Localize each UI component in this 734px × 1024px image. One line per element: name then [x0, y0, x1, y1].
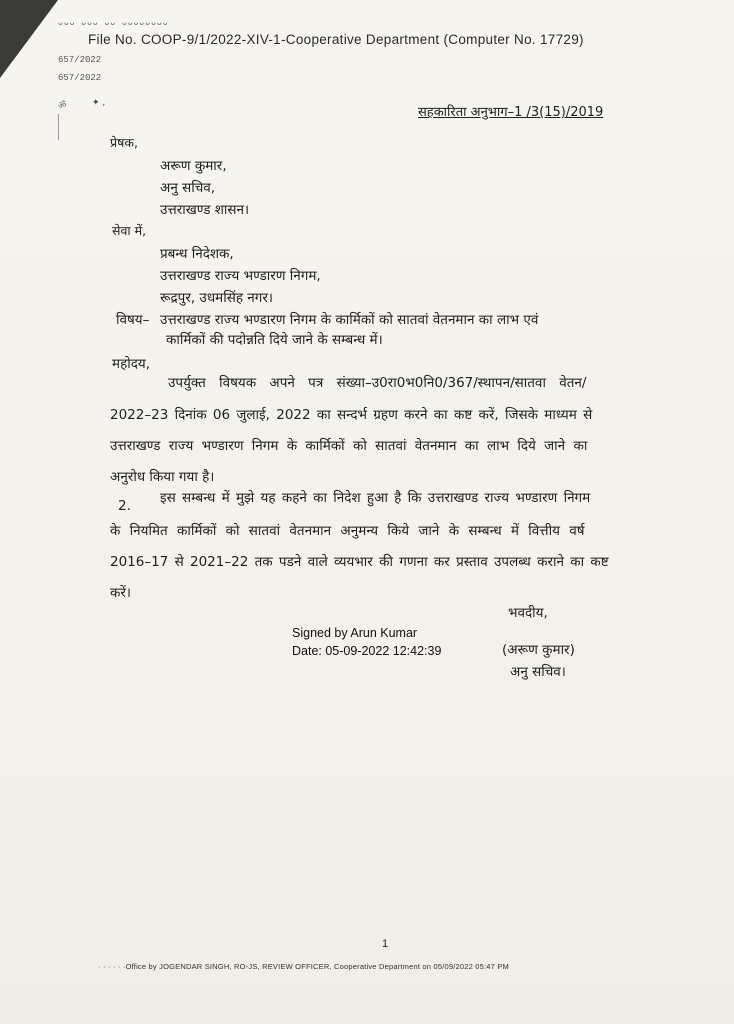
para2-line-1: इस सम्बन्ध में मुझे यह कहने का निदेश हुआ है कि उत्तराखण्ड राज्य भण्डारण निगम [160, 490, 591, 506]
recipient-title: प्रबन्ध निदेशक, [160, 246, 234, 262]
sender-designation: अनु सचिव, [160, 180, 216, 196]
para1-line-2: 2022–23 दिनांक 06 जुलाई, 2022 का सन्दर्भ ग्रहण करने का कष्ट करें, जिसके माध्यम से [110, 407, 593, 423]
signatory-designation: अनु सचिव। [510, 664, 566, 680]
page-number: 1 [382, 938, 389, 950]
para2-line-2: के नियमित कार्मिकों को सातवां वेतनमान अनुमन्य किये जाने के सम्बन्ध में वित्तीय वर्ष [110, 523, 585, 539]
sender-office: उत्तराखण्ड शासन। [160, 202, 250, 218]
margin-ref-b: 657/2022 [58, 73, 102, 83]
para2-line-3: 2016–17 से 2021–22 तक पडने वाले व्ययभार की गणना कर प्रस्ताव उपलब्ध कराने का कष्ट [110, 554, 609, 570]
subject-label: विषय– [116, 312, 150, 328]
signatory-name: (अरूण कुमार) [502, 642, 575, 658]
para1-line-4: अनुरोध किया गया है। [110, 469, 215, 485]
sender-label: प्रेषक, [110, 135, 138, 150]
para2-line-4: करें। [110, 585, 132, 601]
recipient-address: रूद्रपुर, उधमसिंह नगर। [160, 290, 274, 306]
para1-line-1: उपर्युक्त विषयक अपने पत्र संख्या–उ0रा0भ0नि0/367/स्थापन/सातवा वेतन/ [168, 375, 587, 391]
sender-name: अरूण कुमार, [160, 158, 227, 174]
file-number-line: File No. COOP-9/1/2022-XIV-1-Cooperative Department (Computer No. 17729) [88, 32, 584, 47]
subject-line-1: उत्तराखण्ड राज्य भण्डारण निगम के कार्मिकों को सातवां वेतनमान का लाभ एवं [160, 312, 539, 328]
digital-signature-name: Signed by Arun Kumar [292, 626, 418, 640]
scan-corner-fold [0, 0, 58, 78]
para1-line-3: उत्तराखण्ड राज्य भण्डारण निगम के कार्मिकों को सातवां वेतनमान का लाभ दिये जाने का [110, 438, 588, 454]
digital-signature-date: Date: 05-09-2022 12:42:39 [292, 644, 442, 658]
margin-mark-a: ॐ [58, 101, 67, 111]
office-reference-number: सहकारिता अनुभाग–1 /3(15)/2019 [418, 105, 604, 120]
salutation: महोदय, [112, 356, 151, 372]
footer-audit-line: · · · · · ·Office by JOGENDAR SINGH, RO-JS, REVIEW OFFICER, Cooperative Department on 05/09/2022 05:47 PM [98, 962, 509, 971]
recipient-label: सेवा में, [112, 223, 147, 238]
subject-line-2: कार्मिकों की पदोन्नति दिये जाने के सम्बन्ध में। [166, 332, 383, 348]
header-scribble: ᴗᴗᴗ ᴗᴗᴗ ᴗᴗ ᴗᴗᴗᴗᴗᴗᴗᴗ [58, 18, 169, 27]
margin-tick [58, 114, 59, 140]
para2-number: 2. [118, 498, 131, 514]
recipient-organisation: उत्तराखण्ड राज्य भण्डारण निगम, [160, 268, 321, 284]
margin-ref-a: 657/2022 [58, 55, 102, 65]
valediction: भवदीय, [508, 605, 548, 621]
margin-mark-b: ✦ , [92, 98, 106, 108]
